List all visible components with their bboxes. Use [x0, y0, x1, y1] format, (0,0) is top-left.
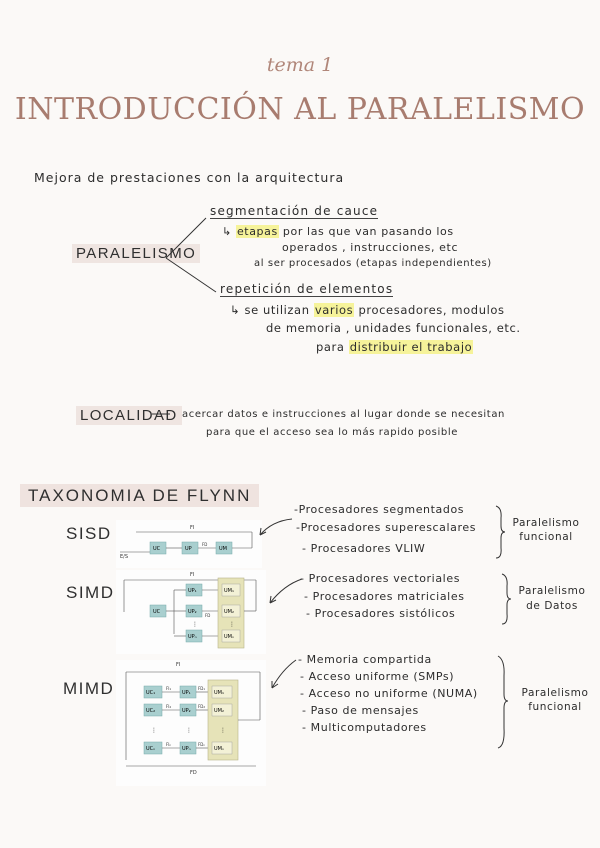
- mimd-item: - Memoria compartida: [298, 653, 432, 666]
- mimd-item: - Acceso uniforme (SMPs): [300, 670, 455, 683]
- segmentacion-heading: segmentación de cauce: [210, 204, 379, 218]
- mimd-item: - Acceso no uniforme (NUMA): [300, 687, 478, 700]
- segmentacion-line1-text: por las que van pasando los: [278, 225, 454, 238]
- svg-text:FI₂: FI₂: [166, 704, 172, 709]
- simd-item: - Procesadores matriciales: [304, 590, 465, 603]
- svg-text:UC: UC: [153, 609, 161, 615]
- svg-text:UP: UP: [185, 546, 192, 552]
- svg-text:FI₁: FI₁: [166, 686, 172, 691]
- svg-text:UP₁: UP₁: [188, 588, 197, 594]
- simd-brace-icon: [500, 572, 512, 626]
- svg-text:UP₂: UP₂: [182, 708, 191, 714]
- repeticion-line3: para distribuir el trabajo: [316, 340, 473, 354]
- sisd-brace-icon: [494, 504, 506, 560]
- simd-diagram: [116, 570, 266, 654]
- svg-text:FI: FI: [190, 572, 195, 578]
- repeticion-line2: de memoria , unidades funcionales, etc.: [266, 321, 521, 335]
- svg-text:UP₂: UP₂: [188, 609, 197, 615]
- svg-text:⋮: ⋮: [186, 727, 192, 734]
- localidad-line2: para que el acceso sea lo más rapido posible: [206, 427, 458, 438]
- localidad-line1: acercar datos e instrucciones al lugar donde se necesitan: [182, 409, 505, 420]
- segmentacion-line3: al ser procesados (etapas independientes): [254, 258, 492, 269]
- mimd-item: - Multicomputadores: [302, 721, 427, 734]
- mimd-diagram: [116, 660, 266, 786]
- svg-text:⋮: ⋮: [192, 621, 198, 628]
- svg-text:FI: FI: [190, 525, 195, 531]
- svg-text:UM₁: UM₁: [224, 588, 234, 594]
- svg-text:UMₙ: UMₙ: [224, 634, 234, 640]
- arrow-icon: ↳: [230, 303, 241, 317]
- repeticion-line1: ↳ se utilizan varios procesadores, modulos: [230, 303, 505, 317]
- mimd-label: MIMD: [63, 679, 115, 698]
- etapas-highlight: etapas: [236, 225, 278, 238]
- simd-label: SIMD: [66, 583, 115, 602]
- svg-text:FD: FD: [202, 542, 208, 547]
- mimd-brace-icon: [496, 654, 510, 750]
- dash-icon: [150, 410, 172, 418]
- svg-text:FD: FD: [205, 613, 211, 618]
- mimd-item: - Paso de mensajes: [302, 704, 419, 717]
- sisd-label: SISD: [66, 524, 112, 543]
- sisd-item: -Procesadores segmentados: [294, 503, 465, 516]
- svg-text:⋮: ⋮: [220, 727, 226, 734]
- repeticion-heading: repetición de elementos: [220, 282, 394, 296]
- svg-text:E/S: E/S: [120, 554, 129, 560]
- simd-item: - Procesadores sistólicos: [306, 607, 456, 620]
- svg-text:FD₁: FD₁: [198, 686, 205, 691]
- svg-text:UM: UM: [219, 546, 227, 552]
- svg-text:UCₙ: UCₙ: [146, 746, 156, 752]
- svg-text:⋮: ⋮: [151, 727, 157, 734]
- sisd-item: -Procesadores superescalares: [296, 521, 477, 534]
- localidad-tag: LOCALIDAD: [76, 406, 182, 425]
- varios-highlight: varios: [314, 303, 354, 317]
- segmentacion-line1: [222, 225, 454, 238]
- svg-text:UC: UC: [153, 546, 161, 552]
- distribuir-highlight: distribuir el trabajo: [349, 340, 473, 354]
- sisd-arrow-icon: [252, 515, 298, 545]
- svg-text:UM₁: UM₁: [214, 690, 224, 696]
- svg-text:UPₙ: UPₙ: [182, 746, 191, 752]
- svg-text:UM₂: UM₂: [224, 609, 234, 615]
- sisd-group: Paralelismo funcional: [512, 517, 580, 543]
- sisd-diagram: [116, 520, 262, 568]
- simd-group: Paralelismo de Datos: [518, 585, 586, 612]
- svg-text:FIₙ: FIₙ: [166, 742, 172, 747]
- svg-text:UM₂: UM₂: [214, 708, 224, 714]
- arrow-icon: ↳: [222, 225, 232, 238]
- mimd-arrow-icon: [262, 656, 302, 696]
- intro-line: Mejora de prestaciones con la arquitectura: [34, 170, 345, 185]
- sisd-item: - Procesadores VLIW: [302, 542, 426, 555]
- svg-text:UPₙ: UPₙ: [188, 634, 197, 640]
- svg-text:UC₂: UC₂: [146, 708, 156, 714]
- tema-heading: tema 1: [266, 54, 334, 76]
- svg-text:UC₁: UC₁: [146, 690, 156, 696]
- svg-text:UMₙ: UMₙ: [214, 746, 224, 752]
- segmentacion-line2: operados , instrucciones, etc: [282, 241, 459, 254]
- svg-text:FD₂: FD₂: [198, 704, 205, 709]
- mimd-group: Paralelismo funcional: [521, 687, 589, 713]
- svg-text:FI: FI: [176, 662, 181, 668]
- simd-item: - Procesadores vectoriales: [300, 572, 461, 585]
- page-title: INTRODUCCIÓN AL PARALELISMO: [14, 92, 586, 127]
- taxonomia-heading: TAXONOMIA DE FLYNN: [20, 484, 259, 507]
- svg-text:FDₙ: FDₙ: [198, 742, 205, 747]
- paralelismo-branch: [160, 208, 220, 308]
- svg-text:FD: FD: [190, 770, 197, 776]
- paralelismo-tag: PARALELISMO: [72, 244, 200, 263]
- svg-text:UP₁: UP₁: [182, 690, 191, 696]
- svg-text:⋮: ⋮: [229, 621, 235, 628]
